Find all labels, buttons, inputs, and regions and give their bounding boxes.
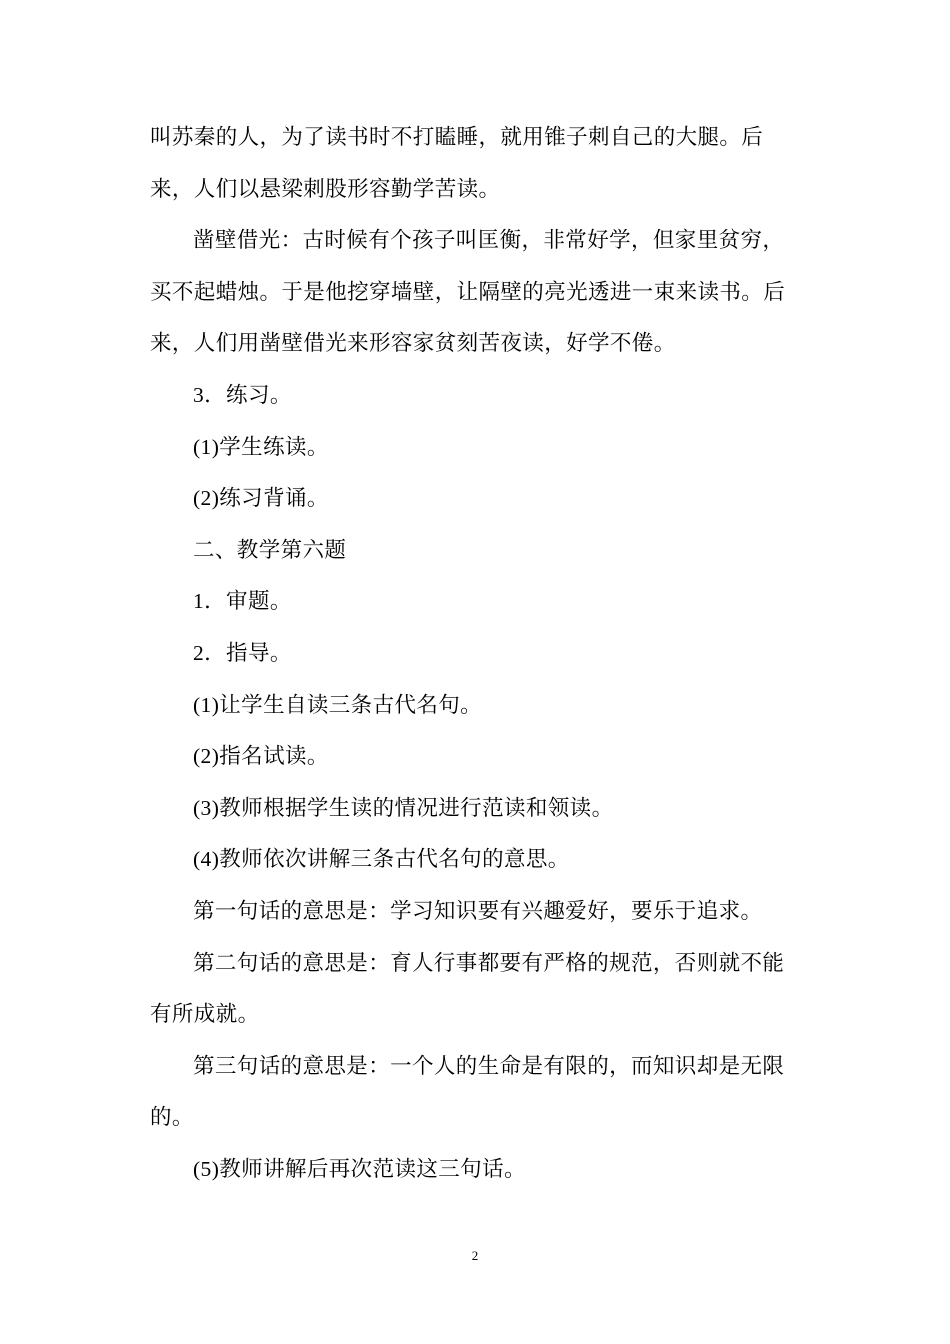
paragraph-start: 第二句话的意思是：育人行事都要有严格的规范，否则就不能 xyxy=(193,950,785,976)
text-line: 叫苏秦的人，为了读书时不打瞌睡，就用锥子刺自己的大腿。后 xyxy=(150,125,764,150)
list-item: 2．指导。 xyxy=(193,640,292,665)
paragraph-start: 凿壁借光：古时候有个孩子叫匡衡，非常好学，但家里贫穷， xyxy=(193,228,785,254)
list-item: (3)教师根据学生读的情况进行范读和领读。 xyxy=(193,795,614,820)
list-item: (5)教师讲解后再次范读这三句话。 xyxy=(193,1156,526,1181)
list-item: (1)让学生自读三条古代名句。 xyxy=(193,692,483,717)
page-number: 2 xyxy=(471,1248,479,1263)
text-line: 有所成就。 xyxy=(150,1002,260,1028)
list-item: (2)练习背诵。 xyxy=(193,486,329,511)
text-line: 来，人们以悬梁刺股形容勤学苦读。 xyxy=(150,176,501,202)
document-body xyxy=(150,112,802,1195)
text-line: 买不起蜡烛。于是他挖穿墙壁，让隔壁的亮光透进一束来读书。后 xyxy=(150,279,786,305)
list-item: (4)教师依次讲解三条古代名句的意思。 xyxy=(193,847,570,872)
text-line: 的。 xyxy=(150,1105,194,1131)
section-heading: 二、教学第六题 xyxy=(193,537,347,563)
list-item: 1．审题。 xyxy=(193,589,292,614)
text-line: 来，人们用凿壁借光来形容家贫刻苦夜读，好学不倦。 xyxy=(150,331,676,357)
list-item: (1)学生练读。 xyxy=(193,434,329,459)
paragraph-start: 第一句话的意思是：学习知识要有兴趣爱好，要乐于追求。 xyxy=(193,898,763,924)
list-item: 3．练习。 xyxy=(193,382,292,407)
list-item: (2)指名试读。 xyxy=(193,744,329,769)
paragraph-start: 第三句话的意思是：一个人的生命是有限的，而知识却是无限 xyxy=(193,1053,785,1079)
